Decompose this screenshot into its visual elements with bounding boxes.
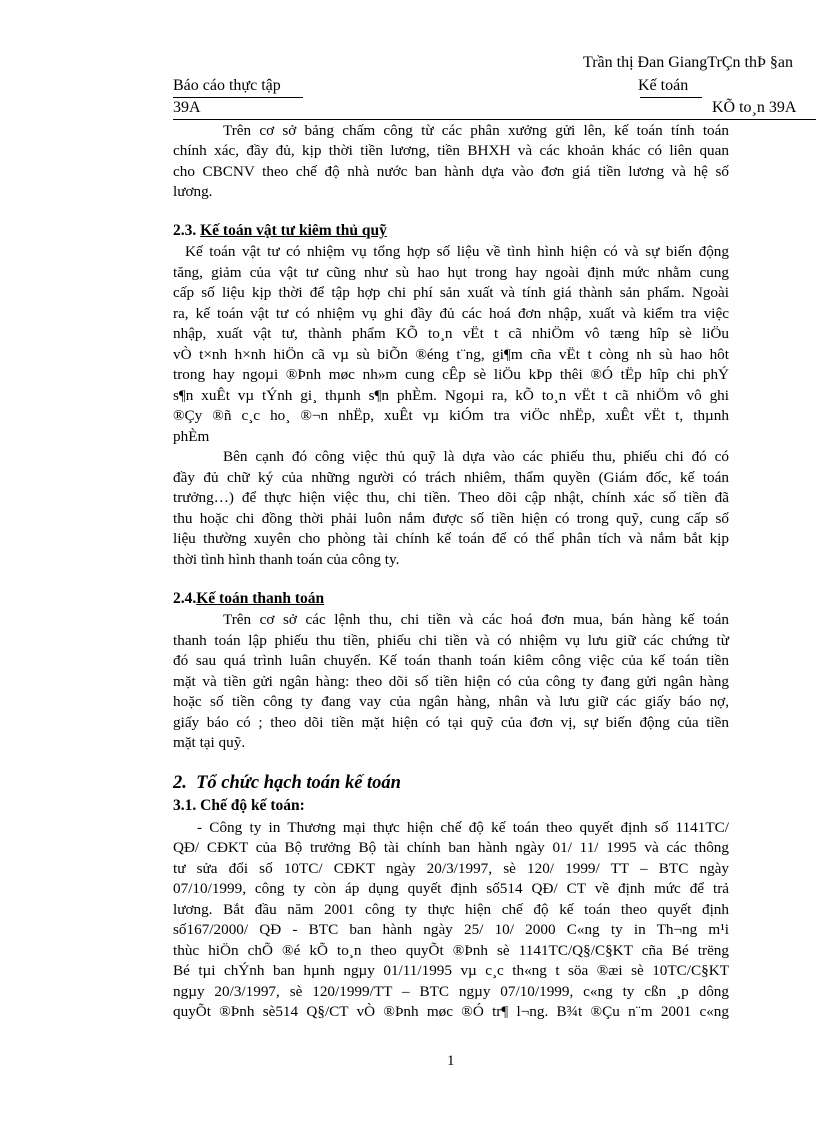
section-heading-3-1 bbox=[173, 797, 305, 815]
section-heading-2-4 bbox=[173, 590, 324, 608]
section-title: Tổ chức hạch toán kế toán bbox=[196, 773, 401, 793]
section-title: Kế toán thanh toán bbox=[196, 590, 325, 607]
text-line: trưởng…) để thực hiện việc thu, chi tiền. Theo dõi cập nhật, chính xác số tiền đã bbox=[173, 489, 729, 506]
text-line: 07/10/1999, công ty còn áp dụng quyết định số514 QĐ/ CT về định mức để trả bbox=[173, 880, 729, 897]
text-line: Bé tµi chÝnh ban hµnh ngµy 01/11/1995 vµ c¸c th«ng t söa ®æi sè 10TC/C§KT bbox=[173, 962, 729, 979]
text-line: tăng, giảm của vật tư cũng như sù hao hụt trong hay ngoài định mức nhằm cung bbox=[173, 264, 729, 281]
text-line: cấp số liệu kịp thời để tập hợp chi phí sản xuất và tính giá thành sản phẩm. Ngoài bbox=[173, 284, 729, 301]
text-line: thùc hiÖn chÕ ®é kÕ to¸n theo quyÕt ®Þnh sè 1141TC/Q§/C§KT cña Bé trëng bbox=[173, 942, 729, 959]
section-heading-2-3 bbox=[173, 222, 387, 240]
text-line: hoặc số tiền công ty đang vay của ngân hàng, nhân và lưu giữ các giấy báo nợ, bbox=[173, 693, 729, 710]
text-line: ®Çy ®ñ c¸c ho¸ ®¬n nhËp, xuÊt vµ kiÓm tra viÖc nhËp, xuÊt vËt t, thµnh bbox=[173, 407, 729, 424]
text-line: vÒ t×nh h×nh hiÖn cã vµ sù biÕn ®éng t¨ng, gi¶m cña vËt t còng nh sù hao hôt bbox=[173, 346, 729, 363]
section-number: 2.3. bbox=[173, 222, 197, 239]
text-line: - Công ty in Thương mại thực hiện chế độ kế toán theo quyết định số 1141TC/ bbox=[197, 819, 729, 836]
text-line: thời tình hình thanh toán của công ty. bbox=[173, 551, 400, 568]
text-line: mặt tại quỹ. bbox=[173, 734, 246, 751]
text-line: lương. bbox=[173, 183, 213, 200]
text-line: giấy báo có ; theo dõi tiền mặt hiện có tại quỹ của đơn vị, sự biến động của tiền bbox=[173, 714, 729, 731]
text-line: Trên cơ sở bảng chấm công từ các phân xưởng gửi lên, kế toán tính toán bbox=[223, 122, 729, 139]
header-right-title: Kế toán bbox=[638, 77, 689, 94]
text-line: thu hoặc chi đồng thời phải luôn nắm được số tiền hiện có trong quỹ, cung cấp số bbox=[173, 510, 729, 527]
text-line: ra, kế toán vật tư có nhiệm vụ ghi đầy đủ các hoá đơn nhập, xuất và kiểm tra việc bbox=[173, 305, 729, 322]
text-line: cho CBCNV theo chế độ nhà nước ban hành dựa vào đơn giá tiền lương và hệ số bbox=[173, 163, 729, 180]
section-number: 2.4. bbox=[173, 590, 197, 607]
text-line: ngµy 20/3/1997, sè 120/1999/TT – BTC ngµy 07/10/1999, c«ng ty cßn ¸p dông bbox=[173, 983, 729, 1000]
text-line: nhập, xuất vật tư, thành phẩm KÕ to¸n vËt t cã nhiÖm vô tæng hîp sè liÖu bbox=[173, 325, 729, 342]
text-line: đầy đủ chữ ký của những người có trách nhiêm, thẩm quyền (Giám đốc, kế toán bbox=[173, 469, 729, 486]
text-line: số167/2000/ QĐ - BTC ban hành ngày 25/ 10/ 2000 C«ng ty in Th¬ng m¹i bbox=[173, 921, 729, 938]
header-rule-right bbox=[640, 97, 702, 98]
section-heading-2 bbox=[173, 773, 401, 794]
header-right-class: KÕ to¸n 39A bbox=[712, 99, 797, 116]
text-line: s¶n xuÊt vµ tÝnh gi¸ thµnh s¶n phÈm. Ngoµi ra, kÕ to¸n vËt t cã nhiÖm vô ghi bbox=[173, 387, 729, 404]
page-number: 1 bbox=[447, 1053, 455, 1069]
text-line: QĐ/ CĐKT của Bộ trưởng Bộ tài chính ban hành ngày 01/ 11/ 1995 và các thông bbox=[173, 839, 729, 856]
header-left-title: Báo cáo thực tập bbox=[173, 77, 281, 94]
section-title: Kế toán vật tư kiêm thủ quỹ bbox=[200, 222, 387, 239]
text-line: liệu thường xuyên cho phòng tài chính kế toán để có thể phân tích và nắm bắt kịp bbox=[173, 530, 729, 547]
text-line: thanh toán lập phiếu thu tiền, phiếu chi tiền và có nhiệm vụ lưu giữ các chứng từ bbox=[173, 632, 729, 649]
text-line: Kế toán vật tư có nhiệm vụ tổng hợp số liệu về tình hình hiện có và sự biến động bbox=[185, 243, 729, 260]
text-line: lương. Bắt đầu năm 2001 công ty thực hiện chế độ kế toán theo quyết định bbox=[173, 901, 729, 918]
text-line: chính xác, đầy đủ, kịp thời tiền lương, tiền BHXH và các khoản khác có liên quan bbox=[173, 142, 729, 159]
text-line: Trên cơ sở các lệnh thu, chi tiền và các hoá đơn mua, bán hàng kế toán bbox=[223, 611, 729, 628]
header-rule-full bbox=[173, 119, 816, 120]
text-line: trong hay ngoµi ®Þnh møc nh»m cung cÊp sè liÖu kÞp thêi ®Ó tËp hîp chi phÝ bbox=[173, 366, 729, 383]
header-left-class: 39A bbox=[173, 99, 201, 116]
text-line: tư sửa đổi số 10TC/ CĐKT ngày 20/3/1997, sè 120/ 1999/ TT – BTC ngày bbox=[173, 860, 729, 877]
text-line: quyÕt ®Þnh sè514 Q§/CT vÒ ®Þnh møc ®Ó tr¶ l¬ng. B¾t ®Çu n¨m 2001 c«ng bbox=[173, 1003, 729, 1020]
text-line: phÈm bbox=[173, 428, 210, 445]
header-rule-left bbox=[173, 97, 303, 98]
text-line: đó sau quá trình luân chuyển. Kế toán thanh toán kiêm công việc của kế toán tiền bbox=[173, 652, 729, 669]
header-author: Trần thị Đan GiangTrÇn thÞ §an bbox=[583, 54, 793, 71]
section-title: Chế độ kế toán: bbox=[200, 797, 305, 814]
section-number: 3.1. bbox=[173, 797, 197, 814]
section-number: 2. bbox=[173, 773, 187, 793]
text-line: Bên cạnh đó công việc thủ quỹ là dựa vào các phiếu thu, phiếu chi đó có bbox=[223, 448, 729, 465]
text-line: mặt và tiền gửi ngân hàng: theo dõi số tiền hiện có của công ty đang gửi ngân hàng bbox=[173, 673, 729, 690]
